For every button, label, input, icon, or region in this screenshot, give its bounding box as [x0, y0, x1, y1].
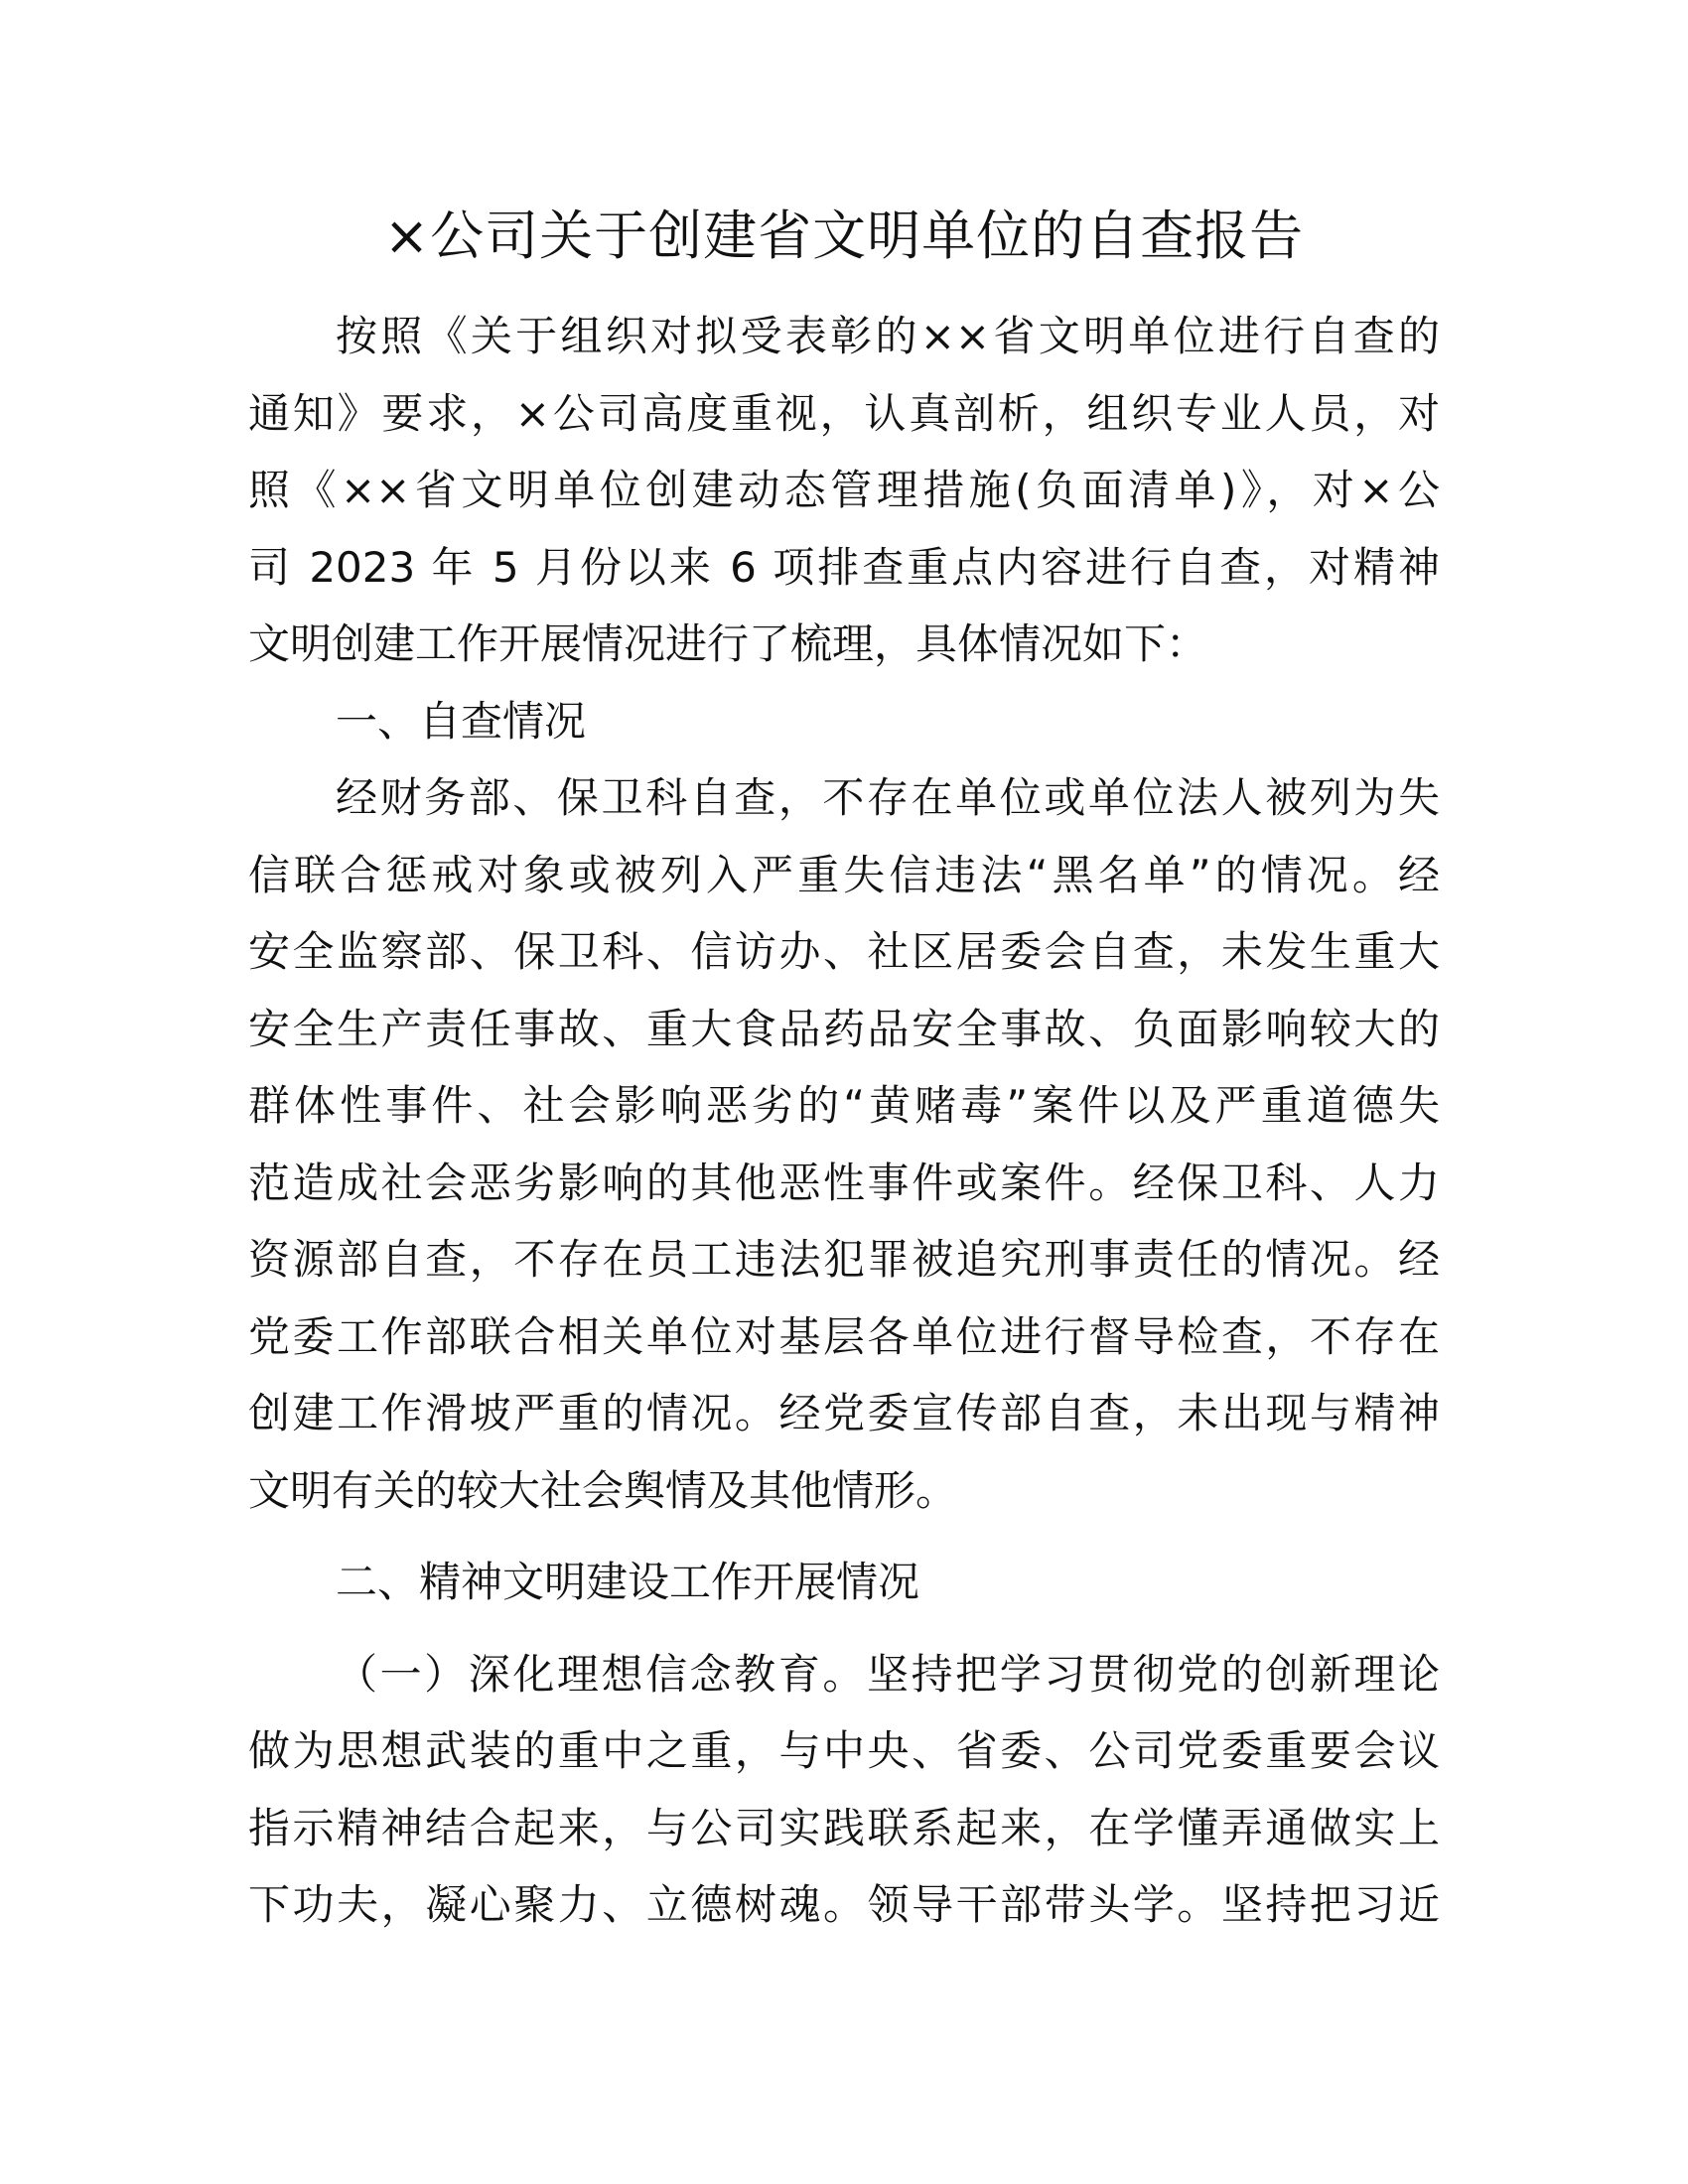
paragraph-line: 司 2023 年 5 月份以来 6 项排查重点内容进行自查，对精神 [248, 542, 1440, 592]
self-check-paragraph [248, 759, 1440, 1529]
paragraph-gap [248, 1621, 1440, 1636]
paragraph-line: 通知》要求，×公司高度重视，认真剖析，组织专业人员，对 [248, 388, 1440, 438]
paragraph-line: 指示精神结合起来，与公司实践联系起来，在学懂弄通做实上 [248, 1803, 1440, 1852]
paragraph-line: 经财务部、保卫科自查，不存在单位或单位法人被列为失 [336, 773, 1440, 822]
paragraph-line: 范造成社会恶劣影响的其他恶性事件或案件。经保卫科、人力 [248, 1158, 1440, 1207]
section-heading: 一、自查情况 [336, 696, 587, 746]
paragraph-gap [248, 1529, 1440, 1544]
paragraph-line: 群体性事件、社会影响恶劣的“黄赌毒”案件以及严重道德失 [248, 1081, 1440, 1130]
document-title: ×公司关于创建省文明单位的自查报告 [383, 205, 1305, 267]
paragraph-line: 党委工作部联合相关单位对基层各单位进行督导检查，不存在 [248, 1311, 1440, 1361]
paragraph-line: （一）深化理想信念教育。坚持把学习贯彻党的创新理论 [336, 1649, 1440, 1699]
paragraph-line: 创建工作滑坡严重的情况。经党委宣传部自查，未出现与精神 [248, 1389, 1440, 1437]
ideal-belief-paragraph [248, 1636, 1440, 1944]
intro-paragraph [248, 298, 1440, 683]
paragraph-line: 资源部自查，不存在员工违法犯罪被追究刑事责任的情况。经 [248, 1235, 1440, 1284]
paragraph-line: 安全监察部、保卫科、信访办、社区居委会自查，未发生重大 [248, 927, 1440, 976]
paragraph-line: 做为思想武装的重中之重，与中央、省委、公司党委重要会议 [248, 1726, 1440, 1775]
paragraph-line: 按照《关于组织对拟受表彰的××省文明单位进行自查的 [336, 312, 1440, 360]
section-heading-civilization-work [248, 1544, 1440, 1621]
paragraph-line: 文明创建工作开展情况进行了梳理，具体情况如下： [248, 619, 1208, 668]
section-heading-self-check [248, 683, 1440, 760]
paragraph-line: 信联合惩戒对象或被列入严重失信违法“黑名单”的情况。经 [248, 850, 1440, 899]
paragraph-line: 下功夫，凝心聚力、立德树魂。领导干部带头学。坚持把习近 [248, 1880, 1440, 1929]
paragraph-line: 文明有关的较大社会舆情及其他情形。 [248, 1465, 958, 1515]
paragraph-line: 安全生产责任事故、重大食品药品安全事故、负面影响较大的 [248, 1004, 1440, 1053]
document-body [248, 298, 1440, 1944]
paragraph-line: 照《××省文明单位创建动态管理措施(负面清单)》，对×公 [248, 466, 1440, 514]
section-heading: 二、精神文明建设工作开展情况 [336, 1558, 920, 1606]
